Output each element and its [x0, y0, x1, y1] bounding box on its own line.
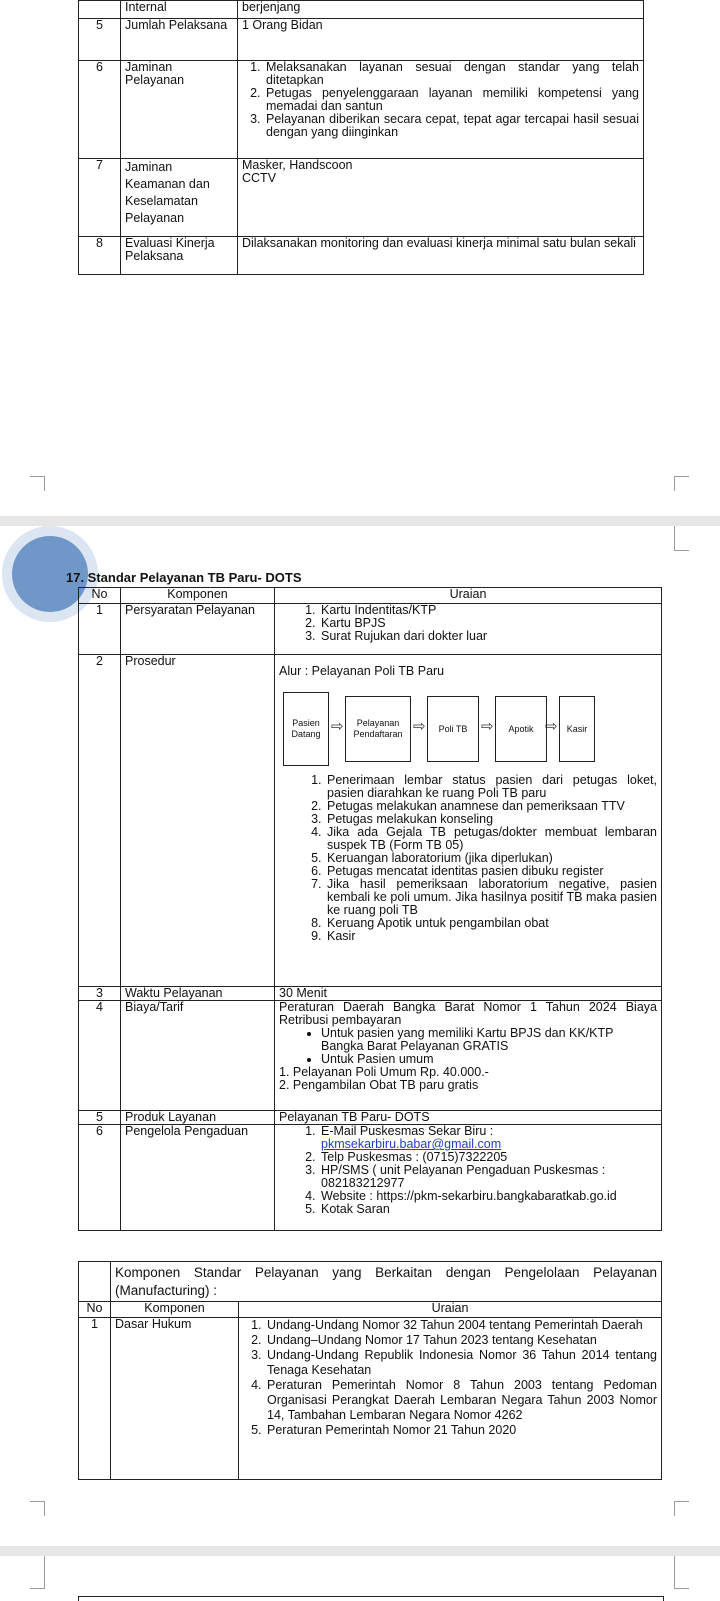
- cell-no: 3: [79, 987, 121, 1001]
- complaint-channels-list: [279, 1125, 657, 1216]
- list-item: 6. Petugas mencatat identitas pasien dibuku register: [325, 865, 657, 878]
- list-item: 2. Undang–Undang Nomor 17 Tahun 2023 tentang Kesehatan: [265, 1333, 657, 1348]
- list-item: 1. Penerimaan lembar status pasien dari petugas loket, pasien diarahkan ke ruang Poli TB paru: [325, 774, 657, 800]
- list-item: 4. Jika ada Gejala TB petugas/dokter membuat lembaran suspek TB (Form TB 05): [325, 826, 657, 852]
- list-item: 5. Peraturan Pemerintah Nomor 21 Tahun 2020: [265, 1423, 657, 1438]
- arrow-icon: ⇨: [545, 718, 558, 735]
- tariff-line: 2. Pengambilan Obat TB paru gratis: [279, 1078, 479, 1092]
- cell-no: 1: [79, 1318, 111, 1480]
- list-item: 2. Petugas melakukan anamnese dan pemeriksaan TTV: [325, 800, 657, 813]
- cell-no: 6: [79, 61, 121, 159]
- arrow-icon: ⇨: [413, 718, 426, 735]
- cell-komponen: Biaya/Tarif: [121, 1001, 275, 1111]
- cell-komponen: Jaminan Pelayanan: [121, 61, 238, 159]
- list-item: 3. HP/SMS ( unit Pelayanan Pengaduan Puskesmas : 082183212977: [319, 1164, 657, 1190]
- list-item: 3. Pelayanan diberikan secara cepat, tepat agar tercapai hasil sesuai dengan yang diinginkan: [264, 113, 639, 139]
- list-item: 4. Website : https://pkm-sekarbiru.bangkabaratkab.go.id: [319, 1190, 657, 1203]
- legal-basis-list: [243, 1318, 657, 1438]
- email-label: E-Mail Puskesmas Sekar Biru :: [321, 1124, 494, 1138]
- page-gap: [0, 1546, 720, 1556]
- flow-box-pendaftaran: Pelayanan Pendaftaran: [345, 696, 411, 762]
- crop-mark: [674, 1501, 689, 1516]
- cell-uraian: [275, 604, 662, 655]
- tb-dots-standard-table: [78, 587, 662, 1231]
- crop-mark: [674, 526, 689, 551]
- cell-no: 8: [79, 237, 121, 275]
- text-line: Masker, Handscoon: [242, 158, 353, 172]
- cell-uraian: [238, 61, 644, 159]
- header-uraian: Uraian: [239, 1302, 662, 1318]
- list-item: • Untuk pasien yang memiliki Kartu BPJS dan KK/KTP Bangka Barat Pelayanan GRATIS: [321, 1027, 657, 1053]
- cell-no: 5: [79, 1111, 121, 1125]
- cell-komponen: Produk Layanan: [121, 1111, 275, 1125]
- cell-komponen: Prosedur: [121, 655, 275, 987]
- header-komponen: Komponen: [111, 1302, 239, 1318]
- list-item: 1. Kartu Indentitas/KTP: [319, 604, 657, 617]
- list-item: 5. Kotak Saran: [319, 1203, 657, 1216]
- cell-komponen: Waktu Pelayanan: [121, 987, 275, 1001]
- guarantee-list: [242, 61, 639, 139]
- tariff-line: 1. Pelayanan Poli Umum Rp. 40.000.-: [279, 1065, 489, 1079]
- list-item: 8. Keruang Apotik untuk pengambilan obat: [325, 917, 657, 930]
- cell-no: 7: [79, 159, 121, 237]
- tariff-bullets: [279, 1027, 657, 1066]
- procedure-list: [279, 774, 657, 943]
- list-item: 4. Peraturan Pemerintah Nomor 8 Tahun 2003 tentang Pedoman Organisasi Perangkat Daerah Lembaran Negara Tahun 2003 Nomor 14, Tambahan Lembaran Negara Nomor 4262: [265, 1378, 657, 1423]
- crop-mark: [30, 1501, 45, 1516]
- flow-caption: Alur : Pelayanan Poli TB Paru: [279, 664, 445, 678]
- list-item: 5. Keruangan laboratorium (jika diperlukan): [325, 852, 657, 865]
- text-line: CCTV: [242, 171, 277, 185]
- email-link[interactable]: pkmsekarbiru.babar@gmail.com: [321, 1137, 502, 1151]
- requirements-list: [279, 604, 657, 643]
- list-item: 3. Surat Rujukan dari dokter luar: [319, 630, 657, 643]
- cell-uraian: [275, 1001, 662, 1111]
- header-no: No: [79, 588, 121, 604]
- list-item: 3. Petugas melakukan konseling: [325, 813, 657, 826]
- arrow-icon: ⇨: [331, 718, 344, 735]
- cell-komponen: Persyaratan Pelayanan: [121, 604, 275, 655]
- flow-diagram: [279, 692, 657, 770]
- list-item: 3. Undang-Undang Republik Indonesia Nomor 36 Tahun 2014 tentang Tenaga Kesehatan: [265, 1348, 657, 1378]
- cell-komponen: Jumlah Pelaksana: [121, 19, 238, 61]
- document-page-3: [0, 1556, 720, 1600]
- flow-box-kasir: Kasir: [559, 696, 595, 762]
- header-uraian: Uraian: [275, 588, 662, 604]
- list-item: 2. Petugas penyelenggaraan layanan memiliki kompetensi yang memadai dan santun: [264, 87, 639, 113]
- header-komponen: Komponen: [121, 588, 275, 604]
- cell-no: 6: [79, 1125, 121, 1231]
- crop-mark: [674, 476, 689, 491]
- list-item: 2. Telp Puskesmas : (0715)7322205: [319, 1151, 657, 1164]
- cell-komponen: Evaluasi Kinerja Pelaksana: [121, 237, 238, 275]
- list-item: [319, 1125, 657, 1151]
- cell-no: 5: [79, 19, 121, 61]
- list-item: 7. Jika hasil pemeriksaan laboratorium negative, pasien kembali ke poli umum. Jika hasilnya positif TB maka pasien ke ruang poli TB: [325, 878, 657, 917]
- cell-uraian: Dilaksanakan monitoring dan evaluasi kinerja minimal satu bulan sekali: [238, 237, 644, 275]
- cell-uraian: [275, 655, 662, 987]
- header-no: No: [79, 1302, 111, 1318]
- cell-komponen: Jaminan Keamanan dan Keselamatan Pelayanan: [121, 159, 238, 237]
- cell-no: 1: [79, 604, 121, 655]
- manufacturing-standard-table: [78, 1261, 662, 1480]
- service-standard-table-continued: [78, 0, 644, 275]
- tariff-intro: Peraturan Daerah Bangka Barat Nomor 1 Tahun 2024 Biaya Retribusi pembayaran: [279, 1000, 657, 1027]
- cell-komponen: Dasar Hukum: [111, 1318, 239, 1480]
- cell-komponen: Pengelola Pengaduan: [121, 1125, 275, 1231]
- cell-uraian: 1 Orang Bidan: [238, 19, 644, 61]
- arrow-icon: ⇨: [481, 718, 494, 735]
- cell-blank: [79, 1262, 111, 1302]
- flow-box-poli-tb: Poli TB: [427, 696, 479, 762]
- list-item: 1. Melaksanakan layanan sesuai dengan standar yang telah ditetapkan: [264, 61, 639, 87]
- list-item: • Untuk Pasien umum: [321, 1053, 657, 1066]
- cell-no: [79, 1, 121, 19]
- section-title: 17. Standar Pelayanan TB Paru- DOTS: [66, 570, 302, 585]
- flow-box-apotik: Apotik: [495, 696, 547, 762]
- cell-uraian: [275, 1125, 662, 1231]
- list-item: 9. Kasir: [325, 930, 657, 943]
- crop-mark: [674, 1556, 689, 1589]
- page-gap: [0, 516, 720, 526]
- crop-mark: [30, 1556, 45, 1589]
- table-top-edge: [78, 1596, 664, 1601]
- list-item: 1. Undang-Undang Nomor 32 Tahun 2004 tentang Pemerintah Daerah: [265, 1318, 657, 1333]
- flow-box-pasien-datang: Pasien Datang: [283, 692, 329, 766]
- document-page-1: [0, 0, 720, 516]
- cell-uraian: [239, 1318, 662, 1480]
- crop-mark: [30, 476, 45, 491]
- list-item: 2. Kartu BPJS: [319, 617, 657, 630]
- cell-komponen: Internal: [121, 1, 238, 19]
- manufacturing-title: Komponen Standar Pelayanan yang Berkaitan dengan Pengelolaan Pelayanan (Manufacturing) :: [111, 1262, 662, 1302]
- cell-uraian: [238, 159, 644, 237]
- cell-uraian: berjenjang: [238, 1, 644, 19]
- cell-no: 4: [79, 1001, 121, 1111]
- cell-no: 2: [79, 655, 121, 987]
- cell-uraian: Pelayanan TB Paru- DOTS: [275, 1111, 662, 1125]
- cell-uraian: 30 Menit: [275, 987, 662, 1001]
